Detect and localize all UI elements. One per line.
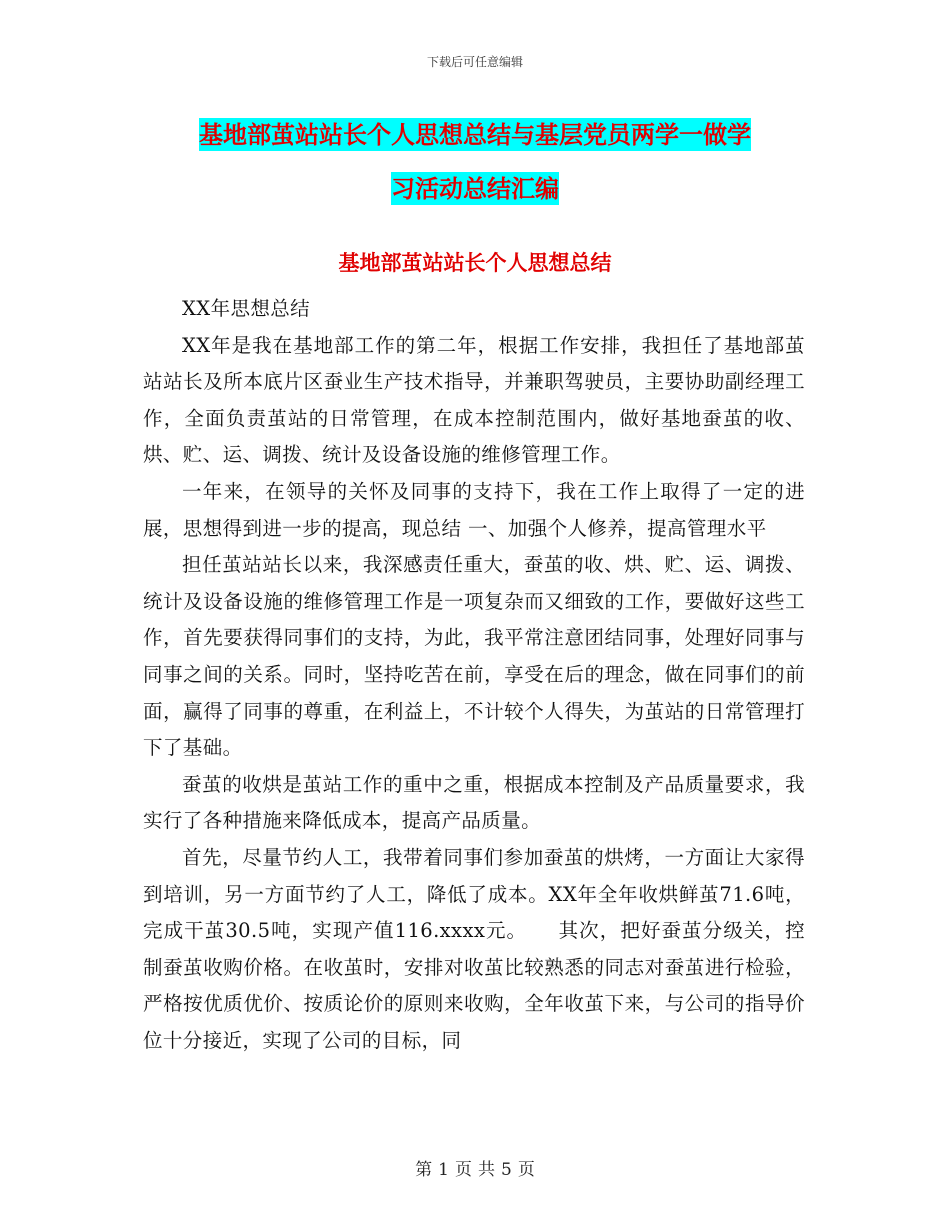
page-footer: [0, 1155, 950, 1180]
paragraph: XX年是我在基地部工作的第二年，根据工作安排，我担任了基地部茧站站长及所本底片区蚕业生产技术指导，并兼职驾驶员，主要协助副经理工作，全面负责茧站的日常管理，在成本控制范围内，做好基地蚕茧的收、烘、贮、运、调拨、统计及设备设施的维修管理工作。: [143, 333, 805, 467]
paragraph: 担任茧站站长以来，我深感责任重大，蚕茧的收、烘、贮、运、调拨、统计及设备设施的维修管理工作是一项复杂而又细致的工作，要做好这些工作，首先要获得同事们的支持，为此，我平常注意团结同事，处理好同事与同事之间的关系。同时，坚持吃苦在前，享受在后的理念，做在同事们的前面，赢得了同事的尊重，在利益上，不计较个人得失，为茧站的日常管理打下了基础。: [143, 553, 805, 760]
section-title: 基地部茧站站长个人思想总结: [338, 250, 612, 275]
paragraph: 首先，尽量节约人工，我带着同事们参加蚕茧的烘烤，一方面让大家得到培训，另一方面节约了人工，降低了成本。XX年全年收烘鲜茧71.6吨，完成干茧30.5吨，实现产值116.xxxx元。 其次，把好蚕茧分级关，控制蚕茧收购价格。在收茧时，安排对收茧比较熟悉的同志对蚕茧进行检验，严格按优质优价、按质论价的原则来收购，全年收茧下来，与公司的指导价位十分接近，实现了公司的目标，同: [143, 845, 805, 1052]
page-label: 页: [455, 1160, 472, 1180]
paragraph: XX年思想总结: [182, 297, 311, 320]
page-label: 页: [517, 1160, 535, 1180]
page-total-number: 5: [501, 1160, 512, 1180]
paragraph: 一年来，在领导的关怀及同事的支持下，我在工作上取得了一定的进展，思想得到进一步的提高，现总结 一、加强个人修养，提高管理水平: [143, 479, 805, 540]
document-title: [0, 108, 950, 216]
page-label: 共: [478, 1160, 495, 1180]
page-current-number: 1: [438, 1160, 449, 1180]
document-body: [143, 291, 805, 1059]
paragraph: 蚕茧的收烘是茧站工作的重中之重，根据成本控制及产品质量要求，我实行了各种措施来降低成本，提高产品质量。: [143, 772, 805, 833]
document-title-line-2: 习活动总结汇编: [391, 174, 559, 203]
page-label: 第: [415, 1160, 433, 1180]
document-title-line-1: 基地部茧站站长个人思想总结与基层党员两学一做学: [199, 120, 751, 149]
header-note: 下载后可任意编辑: [426, 55, 523, 69]
